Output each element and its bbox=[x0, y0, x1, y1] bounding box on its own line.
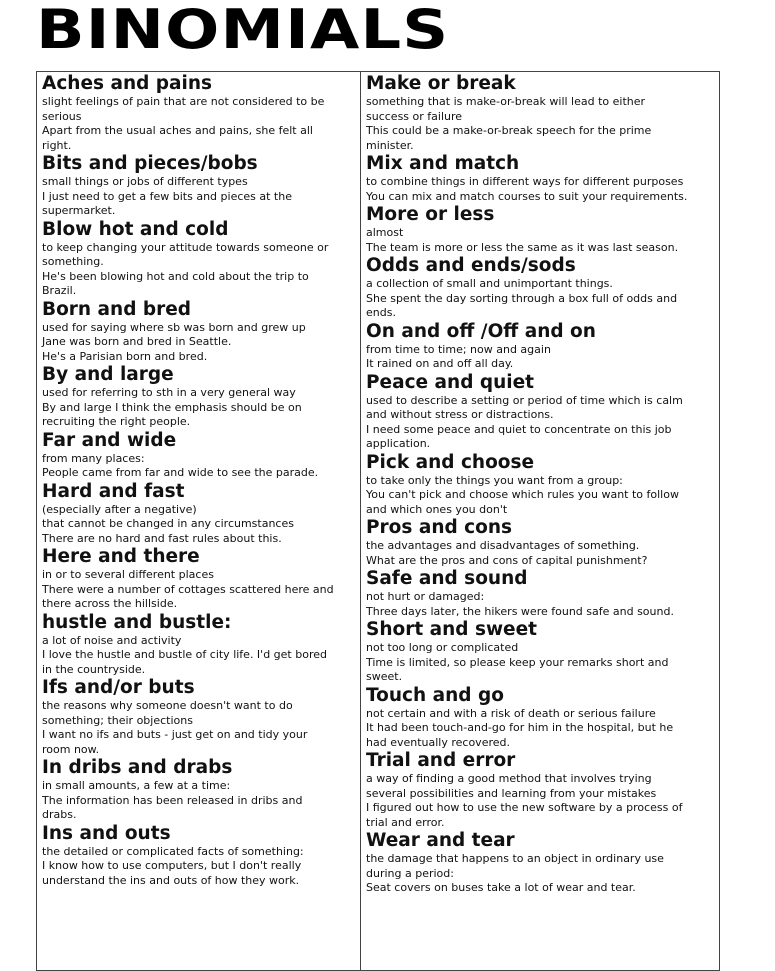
left-column bbox=[42, 73, 356, 888]
binomial-text-line: People came from far and wide to see the parade. bbox=[42, 466, 319, 479]
binomial-definition: not hurt or damaged: bbox=[366, 590, 485, 603]
binomial-term: hustle and bustle: bbox=[42, 611, 232, 633]
binomial-text-line: The information has been released in dribs and bbox=[42, 793, 303, 807]
binomial-term: Safe and sound bbox=[366, 568, 528, 589]
binomial-term: By and large bbox=[42, 364, 174, 385]
binomial-entry bbox=[42, 219, 356, 299]
binomial-text-line: She spent the day sorting through a box full of odds and bbox=[366, 291, 678, 305]
binomial-text-line: I figured out how to use the new software by a process of bbox=[366, 801, 683, 814]
binomial-text-line: I know how to use computers, but I don't really bbox=[42, 859, 302, 872]
binomial-term: Short and sweet bbox=[366, 619, 537, 640]
binomial-definition: the reasons why someone doesn't want to do bbox=[42, 699, 293, 712]
binomial-term: Far and wide bbox=[42, 429, 177, 451]
binomial-text-line: I just need to get a few bits and pieces at the bbox=[42, 189, 292, 203]
binomial-definition: the advantages and disadvantages of something. bbox=[366, 539, 640, 552]
binomial-term: Make or break bbox=[366, 73, 516, 94]
binomial-definition: from many places: bbox=[42, 451, 145, 465]
binomial-text-line: This could be a make-or-break speech for the prime bbox=[366, 124, 652, 137]
binomial-text-line: minister. bbox=[366, 138, 414, 152]
binomial-text-line: What are the pros and cons of capital punishment? bbox=[366, 553, 648, 567]
binomial-term: Wear and tear bbox=[366, 830, 515, 851]
binomial-text-line: It rained on and off all day. bbox=[366, 357, 514, 370]
binomial-text-line: I want no ifs and buts - just get on and tidy your bbox=[42, 728, 308, 741]
binomial-term: More or less bbox=[366, 204, 495, 225]
binomial-entry bbox=[366, 321, 716, 372]
binomial-term: Born and bred bbox=[42, 298, 192, 320]
binomial-text-line: serious bbox=[42, 109, 82, 123]
binomial-term: Pros and cons bbox=[366, 517, 513, 538]
binomial-term: Peace and quiet bbox=[366, 371, 535, 393]
binomial-entry bbox=[366, 452, 716, 518]
binomial-definition: (especially after a negative) bbox=[42, 502, 197, 516]
binomial-text-line: there across the hillside. bbox=[42, 597, 178, 610]
binomial-term: Odds and ends/sods bbox=[366, 255, 576, 276]
binomial-text-line: I need some peace and quiet to concentrate on this job bbox=[366, 422, 672, 436]
binomial-entry bbox=[366, 372, 716, 452]
binomial-text-line: in the countryside. bbox=[42, 662, 146, 676]
binomial-text-line: Three days later, the hikers were found safe and sound. bbox=[366, 604, 674, 618]
binomial-entry bbox=[42, 546, 356, 612]
binomial-entry bbox=[366, 517, 716, 568]
binomial-text-line: drabs. bbox=[42, 808, 77, 821]
binomial-definition: a collection of small and unimportant things. bbox=[366, 277, 613, 290]
binomial-definition: to combine things in different ways for different purposes bbox=[366, 175, 684, 188]
binomial-term: Pick and choose bbox=[366, 451, 535, 473]
binomial-definition: used to describe a setting or period of time which is calm bbox=[366, 393, 683, 407]
binomial-entry bbox=[366, 255, 716, 321]
binomial-entry bbox=[42, 757, 356, 823]
binomial-text-line: ends. bbox=[366, 306, 396, 319]
binomial-definition: from time to time; now and again bbox=[366, 342, 551, 356]
binomial-text-line: trial and error. bbox=[366, 815, 445, 829]
binomial-text-line: You can mix and match courses to suit your requirements. bbox=[366, 189, 688, 203]
binomial-term: Touch and go bbox=[366, 684, 504, 706]
binomial-text-line: Jane was born and bred in Seattle. bbox=[42, 335, 232, 348]
binomial-text-line: and which ones you don't bbox=[366, 502, 508, 516]
binomial-term: Aches and pains bbox=[42, 73, 213, 94]
binomial-definition: used for saying where sb was born and grew up bbox=[42, 320, 306, 334]
binomial-definition: slight feelings of pain that are not considered to be bbox=[42, 95, 325, 108]
binomial-entry bbox=[366, 153, 716, 204]
binomial-definition: not too long or complicated bbox=[366, 641, 519, 654]
binomial-text-line: Apart from the usual aches and pains, she felt all bbox=[42, 124, 313, 137]
binomial-entry bbox=[366, 685, 716, 751]
binomial-entry bbox=[42, 73, 356, 153]
binomial-text-line: right. bbox=[42, 138, 72, 152]
page-title: BINOMIALS bbox=[36, 0, 450, 61]
binomial-entry bbox=[42, 153, 356, 219]
binomial-text-line: You can't pick and choose which rules you want to follow bbox=[366, 488, 679, 501]
binomial-term: Bits and pieces/bobs bbox=[42, 153, 258, 174]
binomial-text-line: application. bbox=[366, 437, 431, 450]
binomial-term: In dribs and drabs bbox=[42, 757, 233, 778]
binomial-entry bbox=[366, 750, 716, 830]
binomial-text-line: There were a number of cottages scattered here and bbox=[42, 582, 334, 596]
binomial-text-line: I love the hustle and bustle of city life. I'd get bored bbox=[42, 648, 327, 661]
binomial-term: Here and there bbox=[42, 546, 200, 567]
binomial-text-line: during a period: bbox=[366, 866, 454, 880]
binomial-text-line: He's a Parisian born and bred. bbox=[42, 349, 208, 363]
binomial-entry bbox=[366, 73, 716, 153]
binomial-entry bbox=[42, 823, 356, 889]
binomial-text-line: By and large I think the emphasis should be on bbox=[42, 400, 302, 414]
binomial-entry bbox=[366, 204, 716, 255]
binomial-term: Mix and match bbox=[366, 153, 520, 174]
binomial-definition: in or to several different places bbox=[42, 568, 214, 581]
binomial-text-line: Brazil. bbox=[42, 284, 77, 297]
binomial-entry bbox=[366, 830, 716, 896]
binomial-text-line: The team is more or less the same as it was last season. bbox=[366, 240, 679, 254]
binomial-text-line: supermarket. bbox=[42, 204, 116, 217]
binomial-text-line: He's been blowing hot and cold about the trip to bbox=[42, 269, 309, 283]
binomial-text-line: that cannot be changed in any circumstances bbox=[42, 517, 294, 530]
binomial-text-line: had eventually recovered. bbox=[366, 735, 510, 749]
binomial-term: Blow hot and cold bbox=[42, 218, 229, 240]
binomial-entry bbox=[42, 612, 356, 678]
binomial-entry bbox=[42, 364, 356, 430]
binomial-entry bbox=[42, 299, 356, 365]
binomial-definition: almost bbox=[366, 226, 404, 239]
binomial-definition: in small amounts, a few at a time: bbox=[42, 779, 231, 792]
binomial-definition: small things or jobs of different types bbox=[42, 175, 248, 188]
binomial-text-line: something. bbox=[42, 255, 104, 268]
binomial-entry bbox=[42, 430, 356, 481]
binomial-definition: to take only the things you want from a group: bbox=[366, 473, 623, 487]
right-column bbox=[366, 73, 716, 896]
column-divider bbox=[360, 71, 361, 971]
binomial-text-line: success or failure bbox=[366, 109, 463, 123]
binomial-definition: to keep changing your attitude towards someone or bbox=[42, 240, 329, 254]
binomial-definition: something that is make-or-break will lead to either bbox=[366, 95, 646, 108]
binomial-text-line: recruiting the right people. bbox=[42, 415, 191, 428]
binomial-text-line: It had been touch-and-go for him in the hospital, but he bbox=[366, 721, 674, 734]
binomial-entry bbox=[366, 619, 716, 685]
binomial-term: Ifs and/or buts bbox=[42, 677, 195, 698]
binomial-entry bbox=[42, 677, 356, 757]
binomial-text-line: Time is limited, so please keep your remarks short and bbox=[366, 655, 669, 669]
binomial-term: Ins and outs bbox=[42, 822, 171, 844]
binomial-text-line: room now. bbox=[42, 742, 100, 756]
binomial-term: Hard and fast bbox=[42, 480, 185, 502]
binomial-definition: a way of finding a good method that involves trying bbox=[366, 772, 652, 785]
binomial-text-line: Seat covers on buses take a lot of wear and tear. bbox=[366, 881, 636, 894]
binomial-entry bbox=[366, 568, 716, 619]
binomial-text-line: something; their objections bbox=[42, 713, 193, 727]
binomial-text-line: and without stress or distractions. bbox=[366, 408, 554, 421]
binomial-entry bbox=[42, 481, 356, 547]
binomial-definition: not certain and with a risk of death or serious failure bbox=[366, 706, 656, 720]
binomial-definition: a lot of noise and activity bbox=[42, 633, 182, 647]
binomial-term: On and off /Off and on bbox=[366, 320, 596, 342]
binomial-text-line: understand the ins and outs of how they work. bbox=[42, 873, 300, 887]
binomial-definition: the damage that happens to an object in ordinary use bbox=[366, 852, 664, 865]
binomial-text-line: sweet. bbox=[366, 670, 403, 683]
binomial-definition: the detailed or complicated facts of something: bbox=[42, 844, 304, 858]
binomial-definition: used for referring to sth in a very general way bbox=[42, 386, 296, 399]
binomial-term: Trial and error bbox=[366, 750, 516, 771]
binomial-text-line: several possibilities and learning from your mistakes bbox=[366, 786, 657, 800]
binomial-text-line: There are no hard and fast rules about this. bbox=[42, 531, 282, 545]
